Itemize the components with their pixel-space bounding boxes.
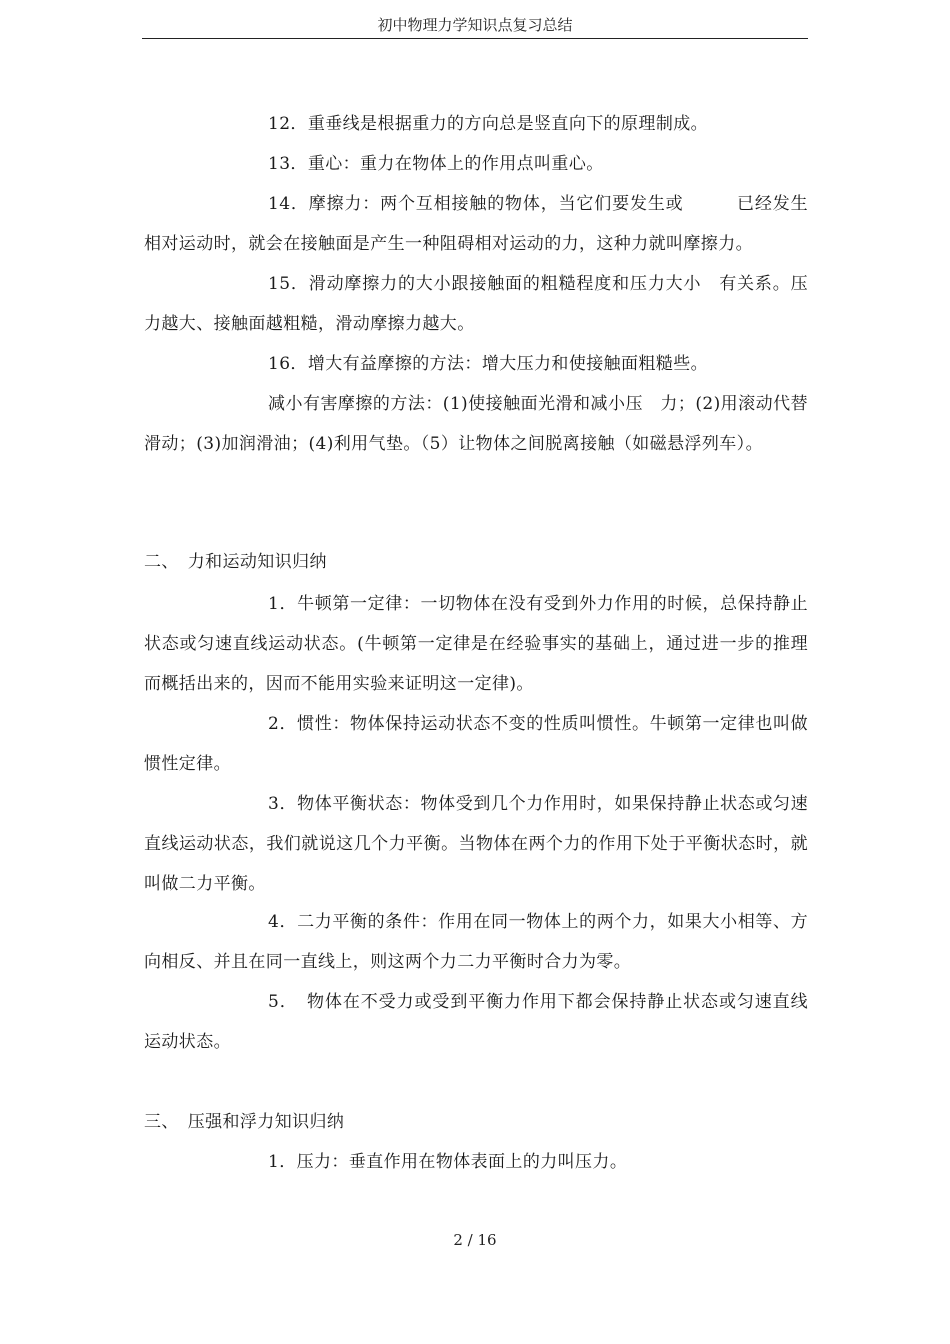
list-item: 5． 物体在不受力或受到平衡力作用下都会保持静止状态或匀速直线运动状态。 — [144, 992, 808, 1052]
list-item: 4．二力平衡的条件：作用在同一物体上的两个力，如果大小相等、方向相反、并且在同一直线上，则这两个力二力平衡时合力为零。 — [144, 912, 808, 972]
paragraph-16: 16．增大有益摩擦的方法：增大压力和使接触面粗糙些。 — [268, 354, 709, 374]
list-item: 3．物体平衡状态：物体受到几个力作用时，如果保持静止状态或匀速直线运动状态，我们就说这几个力平衡。当物体在两个力的作用下处于平衡状态时，就叫做二力平衡。 — [144, 794, 808, 894]
paragraph-13: 13．重心：重力在物体上的作用点叫重心。 — [268, 154, 604, 174]
paragraph-16-reduce-friction: 减小有害摩擦的方法：(1)使接触面光滑和减小压 力；(2)用滚动代替滑动；(3)加润滑油；(4)利用气垫。（5）让物体之间脱离接触（如磁悬浮列车）。 — [144, 394, 808, 454]
list-item: 1．压力：垂直作用在物体表面上的力叫压力。 — [268, 1152, 628, 1172]
document-title: 初中物理力学知识点复习总结 — [377, 16, 573, 34]
paragraph-12: 12．重垂线是根据重力的方向总是竖直向下的原理制成。 — [268, 114, 709, 134]
paragraph-15: 15．滑动摩擦力的大小跟接触面的粗糙程度和压力大小 有关系。压力越大、接触面越粗糙，滑动摩擦力越大。 — [144, 274, 808, 334]
page-header — [142, 14, 808, 39]
list-item: 2．惯性：物体保持运动状态不变的性质叫惯性。牛顿第一定律也叫做惯性定律。 — [144, 714, 808, 774]
paragraph-14: 14．摩擦力：两个互相接触的物体，当它们要发生或 已经发生相对运动时，就会在接触面是产生一种阻碍相对运动的力，这种力就叫摩擦力。 — [144, 194, 808, 254]
list-item: 1．牛顿第一定律：一切物体在没有受到外力作用的时候，总保持静止状态或匀速直线运动状态。(牛顿第一定律是在经验事实的基础上，通过进一步的推理而概括出来的，因而不能用实验来证明这一定律)。 — [144, 594, 808, 694]
section-heading-force-motion: 二、 力和运动知识归纳 — [144, 552, 327, 572]
section-heading-pressure-buoyancy: 三、 压强和浮力知识归纳 — [144, 1112, 345, 1132]
page-number: 2 / 16 — [453, 1231, 497, 1249]
